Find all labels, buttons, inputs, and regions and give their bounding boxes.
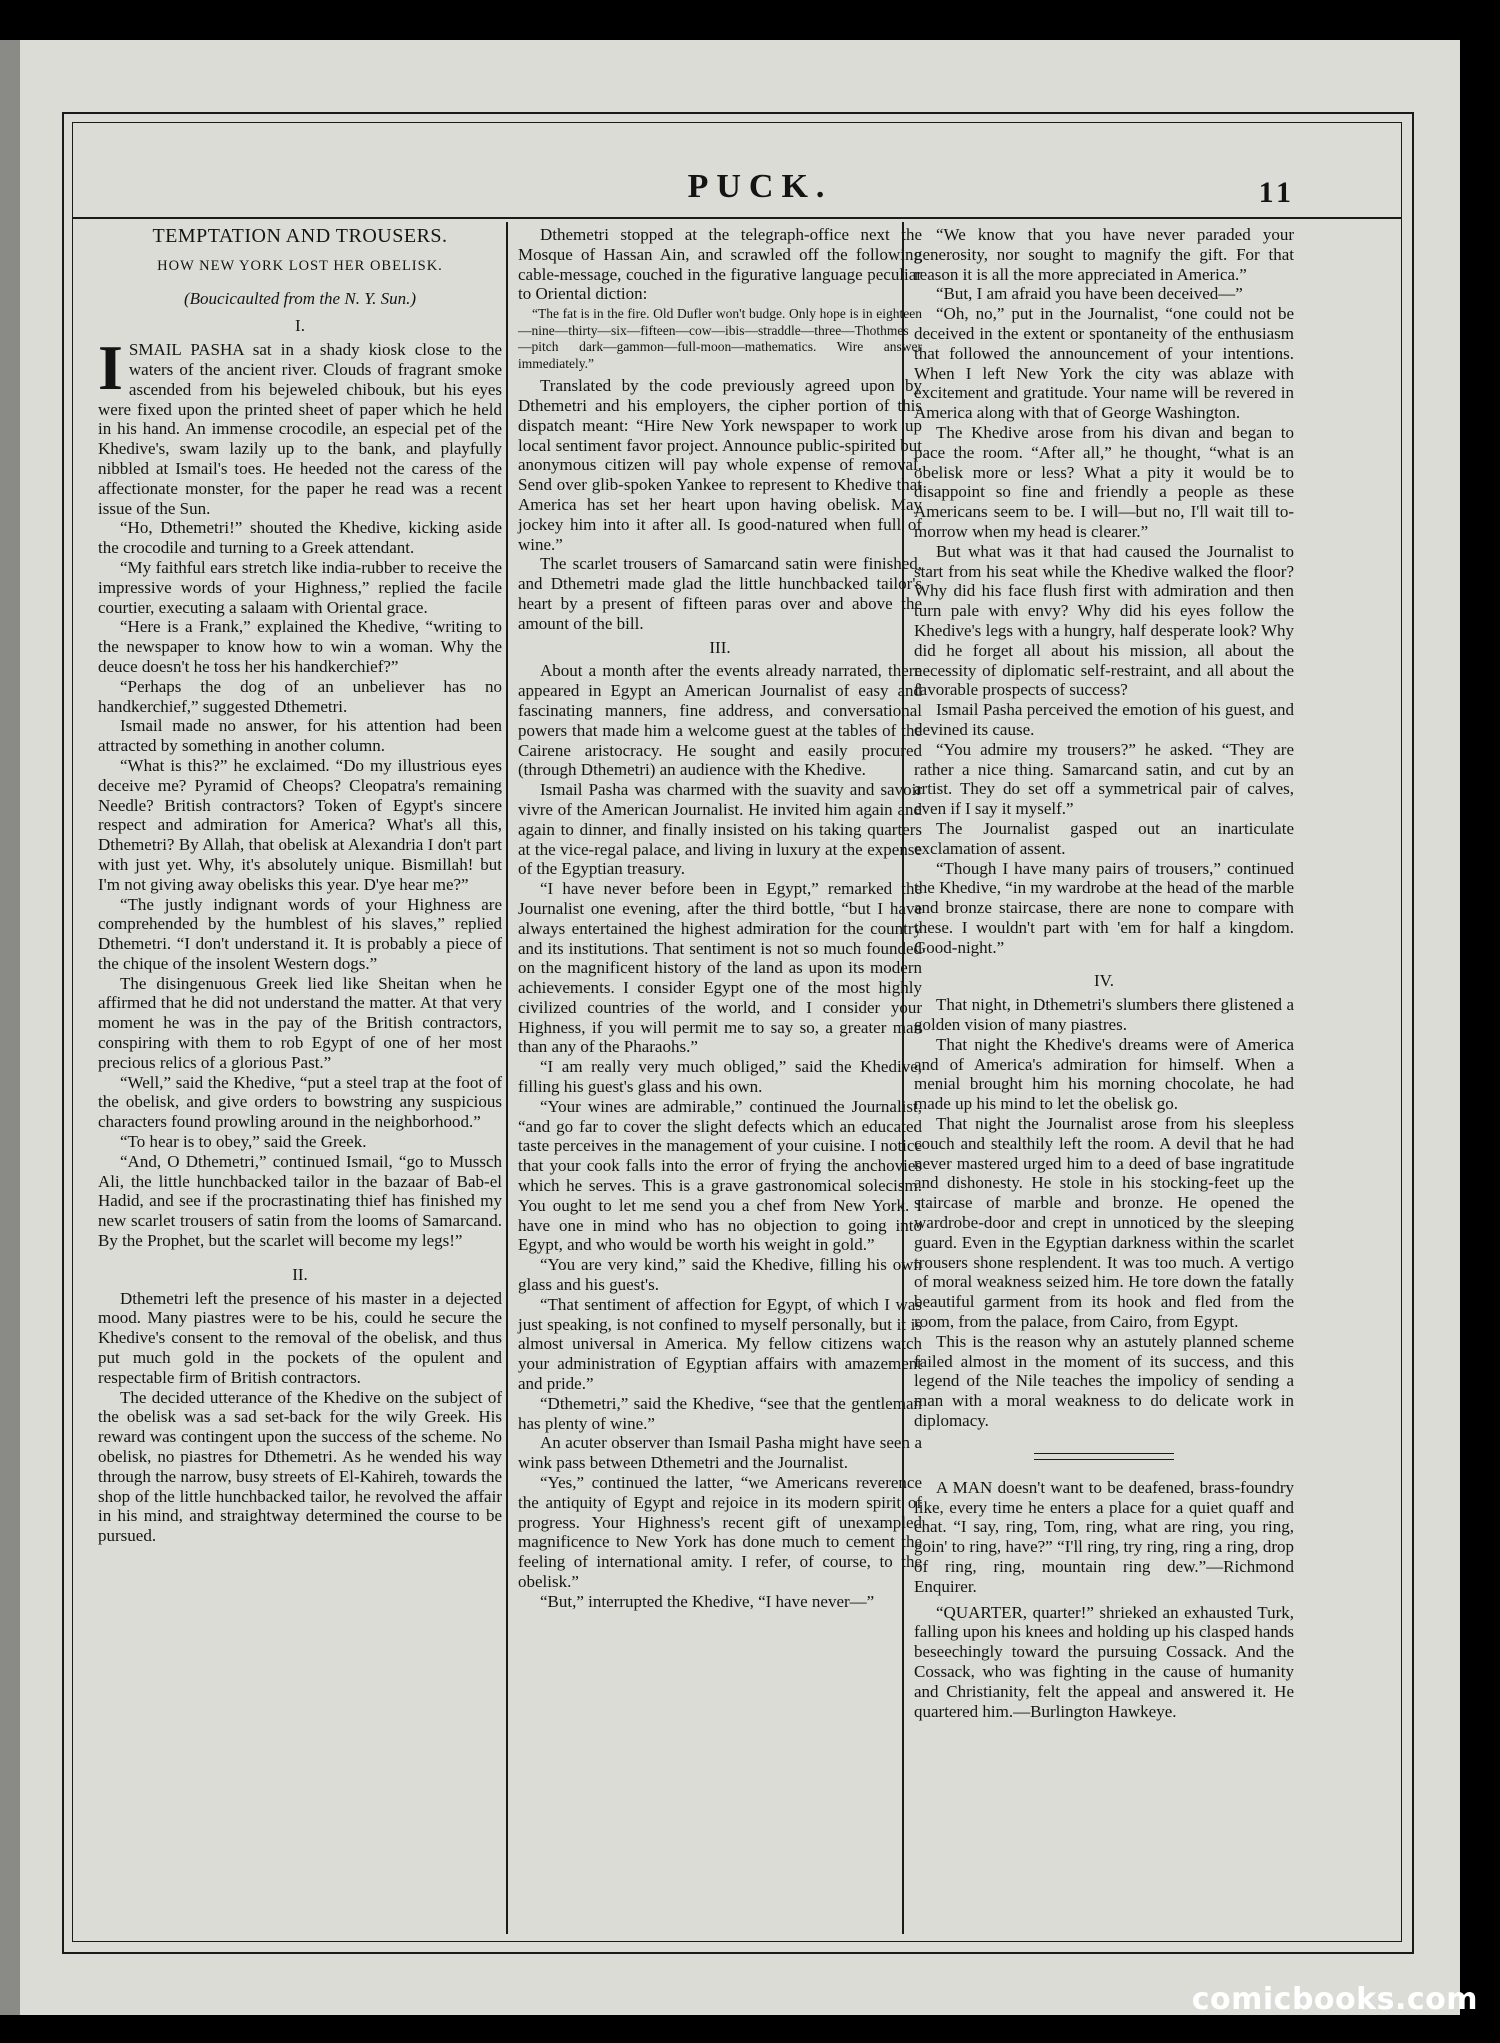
cable-text: “The fat is in the fire. Old Dufler won't budge. Only hope is in eighteen—nine—thirty—six—fifteen—cow—ibis—straddle—three—Thothmes—pitch dark—gammon—full-moon—mathematics. Wire answer immediately.” (518, 306, 922, 371)
paragraph: Ismail made no answer, for his attention had been attracted by something in another column. (98, 716, 502, 756)
paragraph: About a month after the events already narrated, there appeared in Egypt an American Journalist of easy and fascinating manners, fine address, and conversational powers that made him a welcome guest at the tables of the Cairene aristocracy. He sought and easily procured (through Dthemetri) an audience with the Khedive. (518, 661, 922, 780)
paragraph: That night the Journalist arose from his sleepless couch and stealthily left the room. A devil that he had never mastered urged him to a deed of base ingratitude and dishonesty. He stole in his stocking-feet up the staircase of marble and bronze. He opened the wardrobe-door and crept in unnoticed by the sleeping guard. Even in the Egyptian darkness within the scarlet trousers shone resplendent. It was too much. A vertigo of moral weakness seized him. He tore down the fatally beautiful garment from its hook and fled from the room, from the palace, from Cairo, from Egypt. (914, 1114, 1294, 1332)
paragraph: “I have never before been in Egypt,” remarked the Journalist one evening, after the third bottle, “but I have always entertained the highest admiration for the country and its institutions. That sentiment is not so much founded on the magnificent history of the land as upon its modern achievements. I consider Egypt one of the most highly civilized countries of the world, and I consider your Highness, if you will permit me to say so, a greater man than any of the Pharaohs.” (518, 879, 922, 1057)
column-2 (518, 225, 922, 1612)
section-number: II. (292, 1264, 308, 1284)
paragraph: “Your wines are admirable,” continued the Journalist, “and go far to cover the slight defects which an educated taste perceives in the management of your cuisine. I notice that your cook falls into the error of frying the anchovies which he serves. This is a grave gastronomical solecism. You ought to let me send you a chef from New York. I have one in mind who has no objection to going into Egypt, and who would be worth his weight in gold.” (518, 1096, 922, 1255)
paragraph: “Here is a Frank,” explained the Khedive, “writing to the newspaper to know how to win a woman. Why the deuce doesn't he toss her his handkerchief?” (98, 617, 502, 676)
paragraph: This is the reason why an astutely planned scheme failed almost in the moment of its success, and this legend of the Nile teaches the impolicy of sending a man with a moral weakness to do delicate work in diplomacy. (914, 1331, 1294, 1431)
filler-separator (1034, 1453, 1174, 1460)
binding-gutter (0, 40, 22, 2015)
paragraph: “To hear is to obey,” said the Greek. (120, 1132, 367, 1152)
paragraph: But what was it that had caused the Journalist to start from his seat while the Khedive walked the floor? Why did his face flush first with admiration and then turn pale with envy? Why did his eyes follow the Khedive's legs with a hungry, half desperate look? Why did he forget all about his mission, all about the necessity of diplomatic self-restraint, and all about the favorable prospects of success? (914, 541, 1294, 700)
drop-cap: I (98, 332, 123, 404)
paragraph: “You are very kind,” said the Khedive, filling his own glass and his guest's. (518, 1255, 922, 1295)
paragraph: Dthemetri stopped at the telegraph-office next the Mosque of Hassan Ain, and scrawled off the following cable-message, couched in the figurative language peculiar to Oriental diction: (518, 225, 922, 304)
paragraph: “Well,” said the Khedive, “put a steel trap at the foot of the obelisk, and give orders to bowstring any suspicious characters found prowling around in the neighborhood.” (98, 1072, 502, 1132)
section-number: III. (709, 637, 731, 657)
paragraph: An acuter observer than Ismail Pasha might have seen a wink pass between Dthemetri and the Journalist. (518, 1433, 922, 1473)
paragraph: “And, O Dthemetri,” continued Ismail, “go to Mussch Ali, the little hunchbacked tailor in the bazaar of Bab-el Hadid, and see if the procrastinating thief has finished my new scarlet trousers of satin from the looms of Samarcand. By the Prophet, but the scarlet will become my legs!” (98, 1151, 502, 1251)
filler-item: A MAN doesn't want to be deafened, brass-foundry like, every time he enters a place for a quiet quaff and chat. “I say, ring, Tom, ring, what are ring, you ring, goin' to ring, have?” “I'll ring, try ring, ring a ring, drop of ring, ring, mountain ring dew.”—Richmond Enquirer. (914, 1477, 1294, 1596)
paragraph: “Yes,” continued the latter, “we Americans reverence the antiquity of Egypt and rejoice in its modern spirit of progress. Your Highness's recent gift of unexampled magnificence to New York has done much to cement the feeling of international amity. I refer, of course, to the obelisk.” (518, 1473, 922, 1591)
paragraph: The decided utterance of the Khedive on the subject of the obelisk was a sad set-back for the wily Greek. His reward was contingent upon the success of the scheme. No obelisk, no piastres for Dthemetri. As he wended his way through the narrow, busy streets of El-Kahireh, towards the shop of the little hunchbacked tailor, he revolved the affair in his mind, and straightway determined the course to be pursued. (98, 1387, 502, 1546)
page-number: 11 (1258, 176, 1295, 209)
watermark: comicbooks.com (1191, 1982, 1478, 2017)
paragraph: “We know that you have never paraded your generosity, nor sought to magnify the gift. For that reason it is all the more appreciated in America.” (914, 225, 1294, 284)
masthead-rule (72, 217, 1402, 219)
paragraph: “The justly indignant words of your Highness are comprehended by the humblest of his slaves,” replied Dthemetri. “I don't understand it. It is probably a piece of the chique of the insolent Western dogs.” (98, 894, 502, 973)
masthead-title: PUCK. (687, 168, 833, 205)
column-1 (98, 225, 502, 1546)
article-credit: (Boucicaulted from the N. Y. Sun.) (184, 288, 416, 308)
column-rule-1 (506, 222, 508, 1934)
paragraph: Ismail Pasha was charmed with the suavity and savoir vivre of the American Journalist. He invited him again and again to dinner, and finally insisted on his taking quarters at the vice-regal palace, and living in luxury at the expense of the Egyptian treasury. (518, 780, 922, 879)
paragraph: ISMAIL PASHA sat in a shady kiosk close to the waters of the ancient river. Clouds of fragrant smoke ascended from his bejeweled chibouk, but his eyes were fixed upon the printed sheet of paper which he held in his hand. An immense crocodile, an especial pet of the Khedive's, swam lazily up to the bank, and playfully nibbled at Ismail's toes. He heeded not the caress of the affectionate monster, for the paper he read was a recent issue of the Sun. (98, 332, 502, 518)
section-number: I. (295, 316, 305, 336)
paragraph: The Journalist gasped out an inarticulate exclamation of assent. (914, 818, 1294, 858)
column-3 (914, 225, 1294, 1721)
paragraph: That night, in Dthemetri's slumbers there glistened a golden vision of many piastres. (914, 995, 1294, 1035)
article-subtitle: HOW NEW YORK LOST HER OBELISK. (157, 257, 443, 274)
filler-item: “QUARTER, quarter!” shrieked an exhausted Turk, falling upon his knees and holding up his clasped hands beseechingly toward the pursuing Cossack. And the Cossack, who was fighting in the cause of humanity and Christianity, felt the appeal and answered it. He quartered him.—Burlington Hawkeye. (914, 1602, 1294, 1721)
paragraph: That night the Khedive's dreams were of America and of America's admiration for himself. When a menial brought him his morning chocolate, he had made up his mind to let the obelisk go. (914, 1034, 1294, 1114)
paragraph: “Dthemetri,” said the Khedive, “see that the gentleman has plenty of wine.” (518, 1393, 922, 1433)
cable-message (518, 306, 922, 372)
paragraph: The scarlet trousers of Samarcand satin were finished, and Dthemetri made glad the little hunchbacked tailor's heart by a present of fifteen paras over and above the amount of the bill. (518, 554, 922, 633)
paragraph: Dthemetri left the presence of his master in a dejected mood. Many piastres were to be his, could he secure the Khedive's consent to the removal of the obelisk, and thus put much gold in the pockets of the opulent and respectable firm of British contractors. (98, 1288, 502, 1387)
paragraph: “I am really very much obliged,” said the Khedive, filling his guest's glass and his own. (518, 1057, 922, 1097)
paragraph: “My faithful ears stretch like india-rubber to receive the impressive words of your Highness,” replied the facile courtier, executing a salaam with Oriental grace. (98, 557, 502, 617)
paragraph: “But, I am afraid you have been deceived—” (936, 284, 1243, 304)
paragraph: Translated by the code previously agreed upon by Dthemetri and his employers, the cipher portion of this dispatch meant: “Hire New York newspaper to work up local sentiment favor project. Announce public-spirited but anonymous citizen will pay whole expense of removal. Send over glib-spoken Yankee to represent to Khedive that America has set her heart upon having obelisk. May jockey him into it after all. Is good-natured when full of wine.” (518, 376, 922, 554)
paragraph: “Perhaps the dog of an unbeliever has no handkerchief,” suggested Dthemetri. (98, 676, 502, 716)
paragraph: The Khedive arose from his divan and began to pace the room. “After all,” he thought, “what is an obelisk more or less? What a pity it would be to disappoint so fine and friendly a people as these Americans seem to be. I will—but no, I'll wait till to-morrow when my head is clearer.” (914, 422, 1294, 541)
paragraph: “But,” interrupted the Khedive, “I have never—” (540, 1591, 875, 1611)
paragraph: “That sentiment of affection for Egypt, of which I was just speaking, is not confined to myself personally, but it is almost universal in America. My fellow citizens watch your administration of Egyptian affairs with amazement and pride.” (518, 1294, 922, 1394)
paragraph: “What is this?” he exclaimed. “Do my illustrious eyes deceive me? Pyramid of Cheops? Cleopatra's remaining Needle? British contractors? Token of Egypt's sincere respect and admiration for America? What's all this, Dthemetri? By Allah, that obelisk at Alexandria I don't part with just yet. Why, it's absolutely unique. Bismillah! but I'm not giving away obelisks this year. D'ye hear me?” (98, 755, 502, 894)
paragraph: “Though I have many pairs of trousers,” continued the Khedive, “in my wardrobe at the head of the marble and bronze staircase, there are none to compare with these. I wouldn't part with 'em for half a kingdom. Good-night.” (914, 858, 1294, 957)
paragraph: Ismail Pasha perceived the emotion of his guest, and devined its cause. (914, 700, 1294, 739)
paragraph: “Ho, Dthemetri!” shouted the Khedive, kicking aside the crocodile and turning to a Greek attendant. (98, 518, 502, 558)
paragraph: “You admire my trousers?” he asked. “They are rather a nice thing. Samarcand satin, and cut by an artist. They do set off a symmetrical pair of calves, even if I say it myself.” (914, 739, 1294, 819)
section-number: IV. (1094, 971, 1114, 991)
paragraph: “Oh, no,” put in the Journalist, “one could not be deceived in the extent or spontaneity of the enthusiasm that followed the announcement of your intentions. When I left New York the city was ablaze with excitement and gratitude. Your name will be revered in America along with that of George Washington. (914, 304, 1294, 423)
article-title: TEMPTATION AND TROUSERS. (152, 225, 448, 247)
paragraph: The disingenuous Greek lied like Sheitan when he affirmed that he did not understand the matter. At that very moment he was in the pay of the British contractors, conspiring with them to rob Egypt of one of her most precious relics of a glorious Past.” (98, 973, 502, 1072)
